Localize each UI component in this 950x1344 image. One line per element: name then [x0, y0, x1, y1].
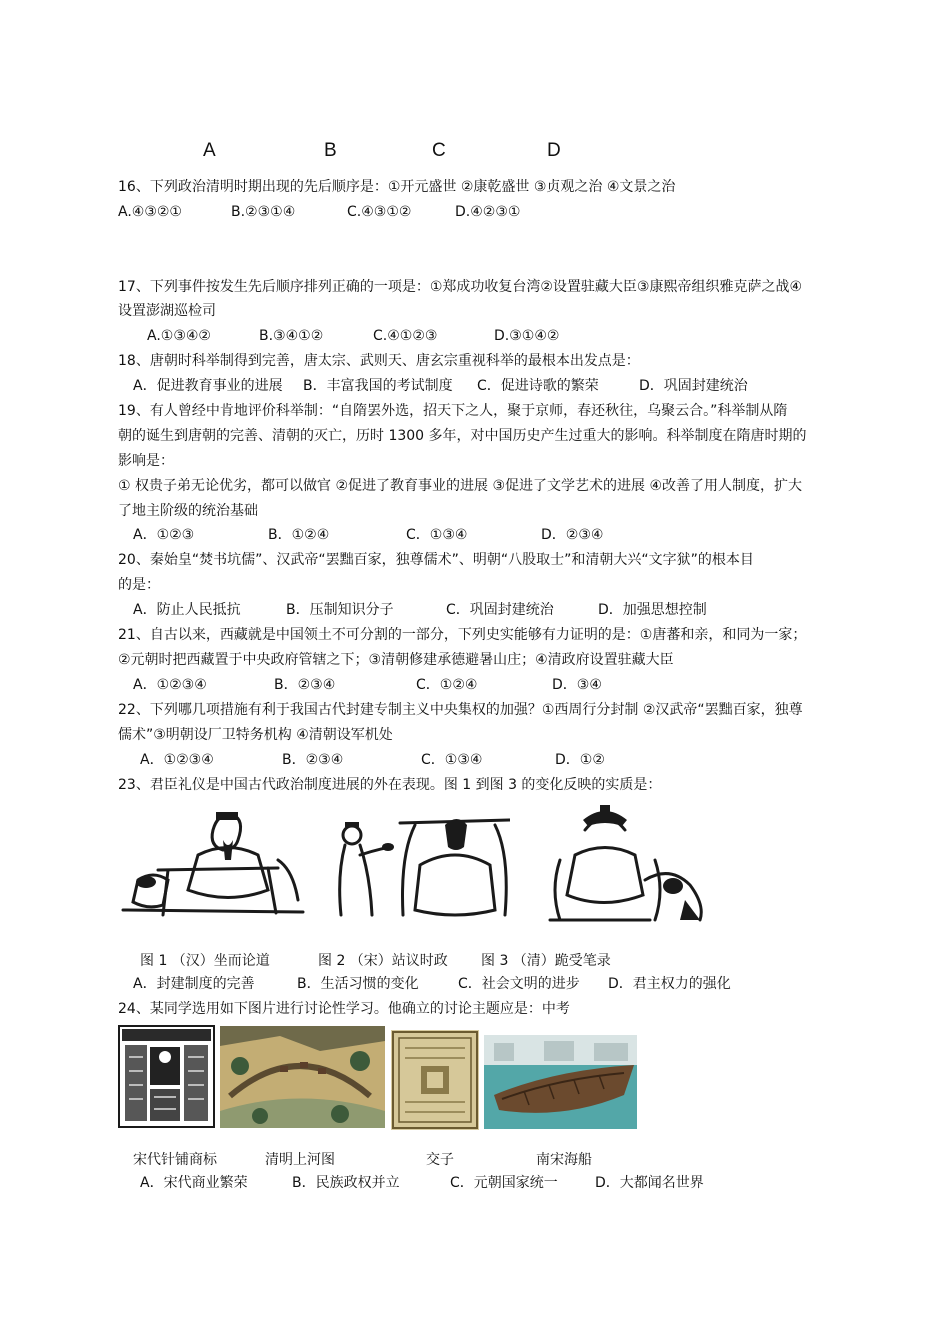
- q22-option-a: A．①②③④: [140, 752, 214, 768]
- q22-stem-line2: 儒术”③明朝设厂卫特务机构 ④清朝设军机处: [118, 727, 393, 743]
- q22-option-b: B．②③④: [282, 752, 344, 768]
- q22-stem-line1: 22、下列哪几项措施有利于我国古代封建专制主义中央集权的加强？①西周行分封制 ②汉武帝“罢黜百家，独尊: [118, 702, 803, 718]
- q24-option-b: B．民族政权并立: [292, 1175, 400, 1191]
- q18-option-c: C．促进诗歌的繁荣: [477, 378, 599, 394]
- q21-option-b: B．②③④: [274, 677, 336, 693]
- q21-option-c: C．①②④: [416, 677, 478, 693]
- q19-option-b: B．①②④: [268, 527, 330, 543]
- image-qingming-riverside-painting: [220, 1026, 385, 1128]
- letter-d: D: [547, 140, 561, 161]
- q17-option-d: D.③①④②: [494, 328, 560, 344]
- q17-option-a: A.①③④②: [147, 328, 211, 344]
- q23-option-a: A．封建制度的完善: [133, 976, 255, 992]
- image-southern-song-ship: [484, 1035, 637, 1129]
- q16-option-a: A.④③②①: [118, 204, 182, 220]
- letter-b: B: [324, 140, 337, 161]
- q19-stem-line1: 19、有人曾经中肯地评价科举制：“自隋罢外选，招天下之人，聚于京师，春还秋往，乌聚云合。”科举制从隋: [118, 403, 788, 419]
- q21-stem-line2: ②元朝时把西藏置于中央政府管辖之下；③清朝修建承德避暑山庄；④清政府设置驻藏大臣: [118, 652, 674, 668]
- q18-option-b: B．丰富我国的考试制度: [303, 378, 453, 394]
- q19-stem-line3: 影响是：: [118, 453, 174, 469]
- q19-option-c: C．①③④: [406, 527, 468, 543]
- q19-option-a: A．①②③: [133, 527, 195, 543]
- image-jiaozi-banknote: [391, 1030, 479, 1130]
- q20-option-c: C．巩固封建统治: [446, 602, 554, 618]
- q17-stem-line2: 设置澎湖巡检司: [118, 303, 216, 319]
- q24-stem: 24、某同学选用如下图片进行讨论性学习。他确立的讨论主题应是：中考: [118, 1001, 570, 1017]
- q23-stem: 23、君臣礼仪是中国古代政治制度进展的外在表现。图 1 到图 3 的变化反映的实质是：: [118, 777, 662, 793]
- q24-caption-3: 交子: [426, 1152, 454, 1168]
- q17-option-b: B.③④①②: [259, 328, 324, 344]
- q24-caption-1: 宋代针铺商标: [133, 1152, 217, 1168]
- q20-option-d: D．加强思想控制: [598, 602, 707, 618]
- figure-song-standing-discussion: [320, 805, 510, 925]
- q20-option-a: A．防止人民抵抗: [133, 602, 241, 618]
- q23-option-c: C．社会文明的进步: [458, 976, 580, 992]
- q24-option-d: D．大都闻名世界: [595, 1175, 704, 1191]
- q23-caption-3: 图 3 （清）跪受笔录: [481, 953, 611, 969]
- q18-stem: 18、唐朝时科举制得到完善，唐太宗、武则天、唐玄宗重视科举的最根本出发点是：: [118, 353, 640, 369]
- image-song-needle-shop-trademark: [118, 1025, 215, 1128]
- q20-stem-line1: 20、秦始皇“焚书坑儒”、汉武帝“罢黜百家，独尊儒术”、明朝“八股取士”和清朝大兴“文字狱”的根本目: [118, 552, 754, 568]
- q16-option-d: D.④②③①: [455, 204, 521, 220]
- letter-c: C: [432, 140, 446, 161]
- q20-option-b: B．压制知识分子: [286, 602, 394, 618]
- q19-stem-line4: ① 权贵子弟无论优劣，都可以做官 ②促进了教育事业的进展 ③促进了文学艺术的进展 ④改善了用人制度，扩大: [118, 478, 803, 494]
- q23-caption-1: 图 1 （汉）坐而论道: [140, 953, 270, 969]
- q18-option-a: A．促进教育事业的进展: [133, 378, 283, 394]
- q23-caption-2: 图 2 （宋）站议时政: [318, 953, 448, 969]
- q17-stem-line1: 17、下列事件按发生先后顺序排列正确的一项是：①郑成功收复台湾②设置驻藏大臣③康熙帝组织雅克萨之战④: [118, 279, 803, 295]
- q19-option-d: D．②③④: [541, 527, 604, 543]
- q23-option-d: D．君主权力的强化: [608, 976, 731, 992]
- q24-option-c: C．元朝国家统一: [450, 1175, 558, 1191]
- figure-qing-kneeling-record: [545, 800, 710, 925]
- q16-stem: 16、下列政治清明时期出现的先后顺序是：①开元盛世 ②康乾盛世 ③贞观之治 ④文景之治: [118, 179, 676, 195]
- q21-stem-line1: 21、自古以来，西藏就是中国领土不可分割的一部分，下列史实能够有力证明的是：①唐蕃和亲，和同为一家；: [118, 627, 807, 643]
- q23-option-b: B．生活习惯的变化: [297, 976, 419, 992]
- q16-option-c: C.④③①②: [347, 204, 412, 220]
- q24-option-a: A．宋代商业繁荣: [140, 1175, 248, 1191]
- q24-caption-2: 清明上河图: [265, 1152, 335, 1168]
- letter-a: A: [203, 140, 216, 161]
- q18-option-d: D．巩固封建统治: [639, 378, 748, 394]
- q22-option-d: D．①②: [555, 752, 605, 768]
- q16-option-b: B.②③①④: [231, 204, 296, 220]
- q17-option-c: C.④①②③: [373, 328, 438, 344]
- figure-han-seated-discussion: [118, 800, 308, 925]
- q21-option-d: D．③④: [552, 677, 602, 693]
- q21-option-a: A．①②③④: [133, 677, 207, 693]
- q24-caption-4: 南宋海船: [536, 1152, 592, 1168]
- q22-option-c: C．①③④: [421, 752, 483, 768]
- q19-stem-line2: 朝的诞生到唐朝的完善、清朝的灭亡，历时 1300 多年，对中国历史产生过重大的影响。科举制度在隋唐时期的: [118, 428, 807, 444]
- q19-stem-line5: 了地主阶级的统治基础: [118, 503, 258, 519]
- q20-stem-line2: 的是：: [118, 577, 160, 593]
